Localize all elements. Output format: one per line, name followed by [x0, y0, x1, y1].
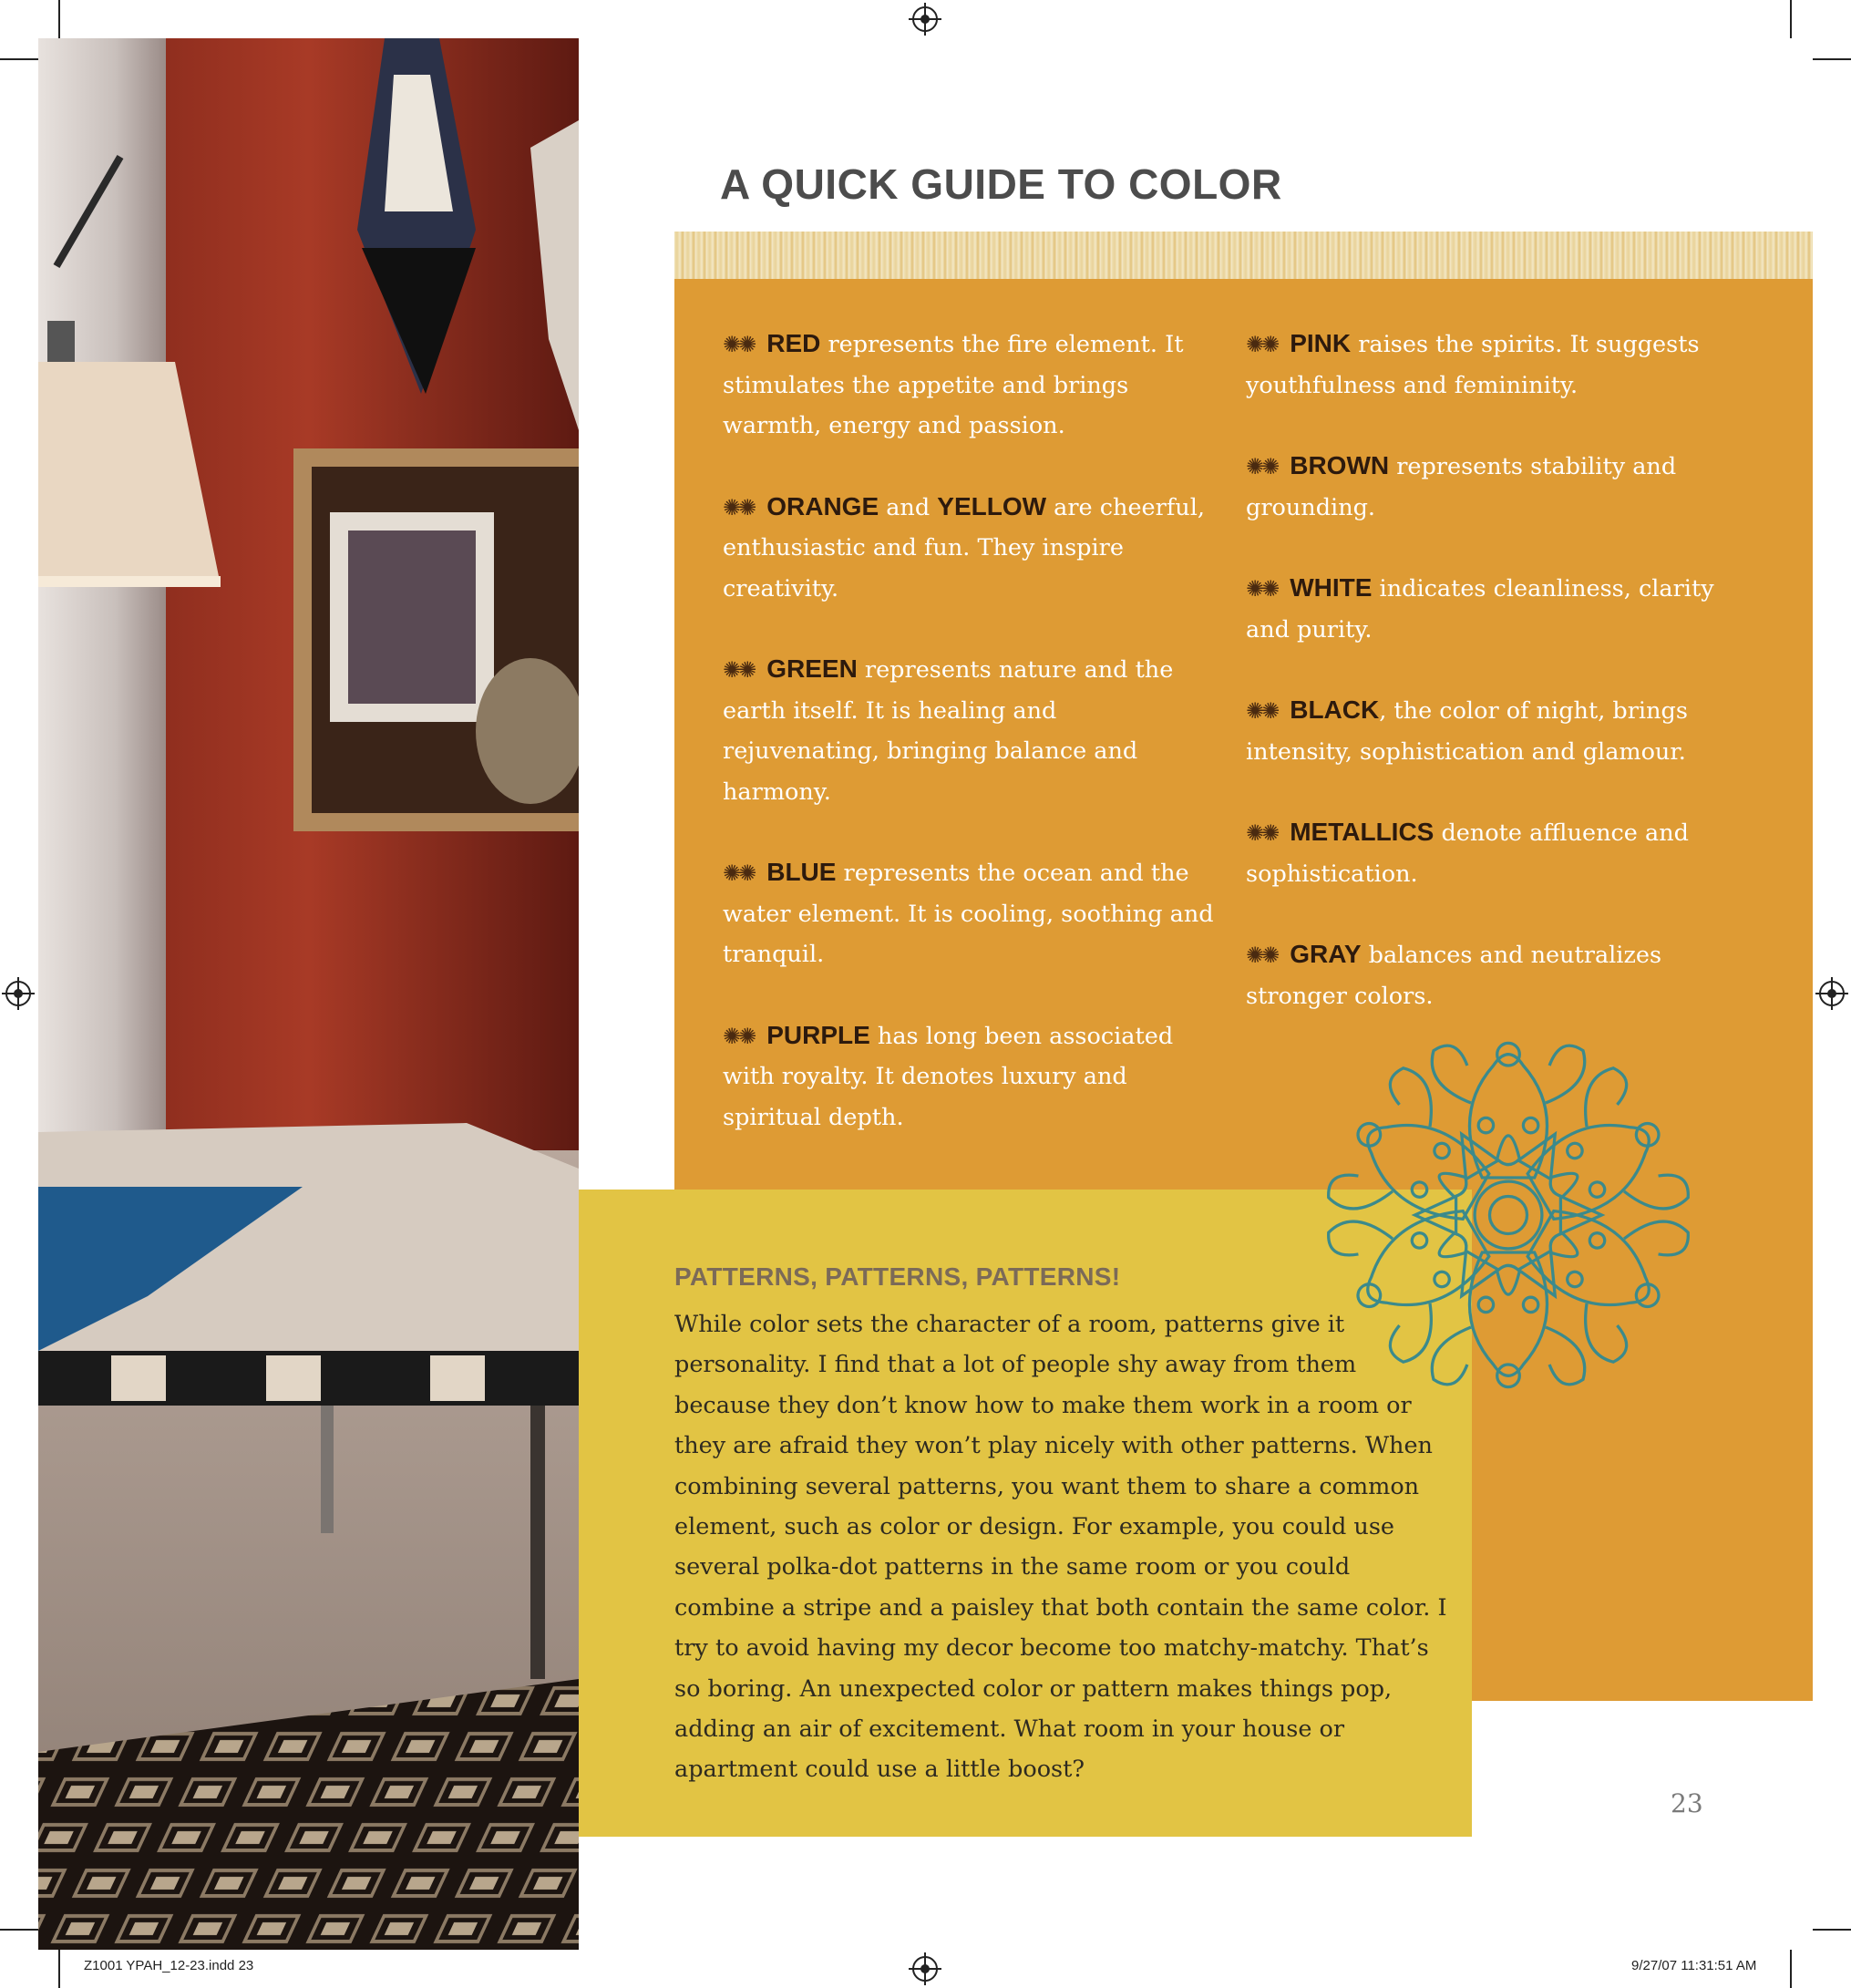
color-description: represents the fire element. It stimulates the appetite and brings warmth, energy and passion. [723, 331, 1184, 439]
color-keyword: YELLOW [937, 491, 1047, 520]
color-entry-white [1246, 568, 1756, 650]
color-keyword: PINK [1290, 329, 1352, 357]
star-bullet-icon: ✺✺ [1246, 942, 1278, 968]
color-keyword: WHITE [1290, 573, 1373, 602]
page-title: A QUICK GUIDE TO COLOR [720, 160, 1282, 208]
color-description: denote affluence and sophistication. [1246, 819, 1689, 888]
color-entry-purple [723, 1015, 1215, 1138]
color-entry-pink [1246, 324, 1756, 406]
star-bullet-icon: ✺✺ [1246, 454, 1278, 479]
star-bullet-icon: ✺✺ [1246, 698, 1278, 724]
star-bullet-icon: ✺✺ [1246, 820, 1278, 846]
crop-mark [58, 0, 60, 38]
color-keyword: BLACK [1290, 695, 1380, 724]
page-number: 23 [1671, 1788, 1703, 1818]
color-keyword: METALLICS [1290, 818, 1435, 846]
registration-mark-icon [912, 6, 938, 32]
print-slug-timestamp: 9/27/07 11:31:51 AM [1631, 1958, 1757, 1973]
color-entry-brown [1246, 446, 1756, 528]
color-entry-gray [1246, 934, 1756, 1016]
color-keyword: PURPLE [766, 1020, 870, 1049]
color-description: and [879, 493, 938, 521]
color-description: , the color of night, brings intensity, sophistication and glamour. [1246, 697, 1688, 766]
crop-mark [58, 1950, 60, 1988]
print-slug-filename: Z1001 YPAH_12-23.indd 23 [84, 1958, 254, 1973]
color-entry-black [1246, 690, 1756, 772]
color-description: balances and neutralizes stronger colors. [1246, 942, 1662, 1010]
color-guide-right-column [1246, 324, 1756, 1056]
color-keyword: GRAY [1290, 940, 1362, 968]
color-entry-red [723, 324, 1215, 447]
registration-mark-icon [5, 981, 31, 1006]
color-keyword: GREEN [766, 654, 858, 683]
crop-mark [1813, 1929, 1851, 1931]
star-bullet-icon: ✺✺ [1246, 332, 1278, 357]
color-description: indicates cleanliness, clarity and purity. [1246, 575, 1714, 644]
color-description: raises the spirits. It suggests youthfulness and femininity. [1246, 331, 1700, 399]
crop-mark [1790, 0, 1792, 38]
crop-mark [0, 1929, 38, 1931]
star-bullet-icon: ✺✺ [723, 860, 755, 886]
star-bullet-icon: ✺✺ [723, 494, 755, 520]
color-keyword: RED [766, 329, 821, 357]
color-description: represents the ocean and the water element. It is cooling, soothing and tranquil. [723, 860, 1214, 968]
room-photo [38, 38, 579, 1950]
color-description: has long been associated with royalty. It denotes luxury and spiritual depth. [723, 1022, 1174, 1131]
color-entry-blue [723, 852, 1215, 975]
color-entry-metallics [1246, 812, 1756, 894]
color-description: represents nature and the earth itself. It is healing and rejuvenating, bringing balance and harmony. [723, 656, 1174, 806]
star-bullet-icon: ✺✺ [723, 332, 755, 357]
color-keyword: ORANGE [766, 491, 879, 520]
color-keyword: BLUE [766, 858, 837, 886]
color-entry-green [723, 649, 1215, 812]
registration-mark-icon [912, 1956, 938, 1982]
star-bullet-icon: ✺✺ [723, 657, 755, 683]
patterns-heading: PATTERNS, PATTERNS, PATTERNS! [674, 1262, 1121, 1291]
star-bullet-icon: ✺✺ [1246, 576, 1278, 602]
crop-mark [1790, 1950, 1792, 1988]
crop-mark [1813, 58, 1851, 60]
color-keyword: BROWN [1290, 451, 1390, 479]
color-description: represents stability and grounding. [1246, 453, 1677, 521]
color-description: are cheerful, enthusiastic and fun. They inspire creativity. [723, 493, 1205, 603]
woven-texture-band [674, 232, 1813, 283]
star-bullet-icon: ✺✺ [723, 1023, 755, 1049]
color-entry-orange-yellow [723, 487, 1215, 610]
registration-mark-icon [1819, 981, 1845, 1006]
color-guide-left-column [723, 324, 1215, 1178]
crop-mark [0, 58, 38, 60]
patterns-body-text: While color sets the character of a room, patterns give it personality. I find that a lot of people shy away from them because they don’t know how to make them work in a room or they are afraid they won’t play nicely with other patterns. When combining several patterns, you want them to share a common element, such as color or design. For example, you could use several polka-dot patterns in the same room or you could combine a stripe and a paisley that both contain the same color. I try to avoid having my decor become too matchy-matchy. That’s so boring. An unexpected color or pattern makes things pop, adding an air of excitement. What room in your house or apartment could use a little boost? [674, 1311, 1447, 1784]
